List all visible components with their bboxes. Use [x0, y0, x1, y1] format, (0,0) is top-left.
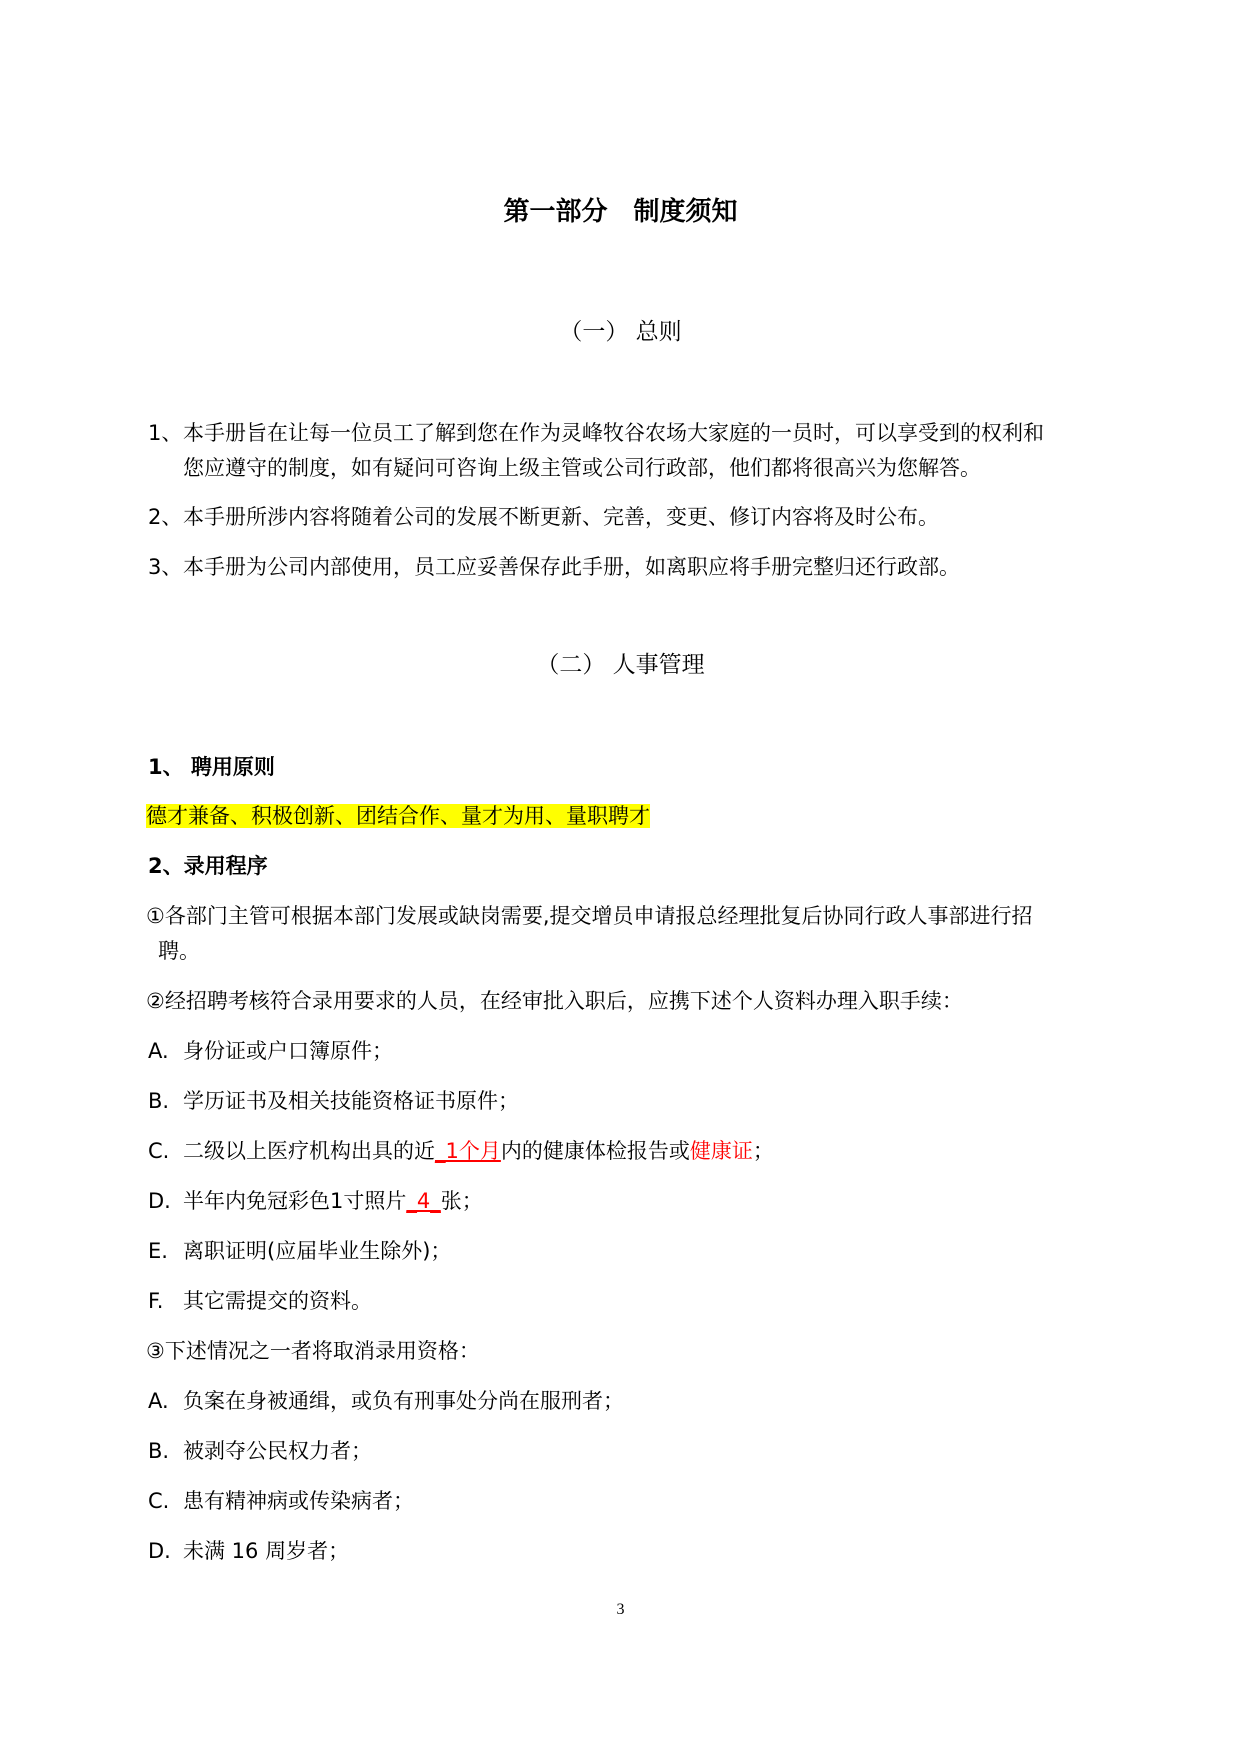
red-underlined-text: _4_	[406, 1189, 441, 1213]
hiring-procedure-heading: 2、录用程序	[148, 854, 268, 878]
procedure-paragraph-1-line2: 聘。	[158, 939, 200, 963]
red-underlined-text: _1个月	[435, 1139, 501, 1163]
item-text: 二级以上医疗机构出具的近_1个月内的健康体检报告或健康证；	[183, 1139, 774, 1163]
item-text: 未满 16 周岁者；	[183, 1539, 350, 1563]
item-letter: B.	[148, 1089, 170, 1113]
section-heading-general: （一） 总则	[559, 319, 682, 345]
page-number: 3	[616, 1601, 625, 1618]
procedure-paragraph-2: ②经招聘考核符合录用要求的人员，在经审批入职后，应携下述个人资料办理入职手续：	[146, 989, 963, 1013]
item-number: 2、	[148, 505, 183, 529]
item-letter: D.	[148, 1189, 171, 1213]
item-letter: D.	[148, 1539, 171, 1563]
item-letter: A.	[148, 1389, 169, 1413]
red-text: 健康证	[689, 1139, 753, 1163]
item-text: 本手册所涉内容将随着公司的发展不断更新、完善，变更、修订内容将及时公布。	[183, 505, 939, 529]
item-letter: C.	[148, 1139, 170, 1163]
item-letter: C.	[148, 1489, 170, 1513]
procedure-paragraph-1-line1: ①各部门主管可根据本部门发展或缺岗需要,提交增员申请报总经理批复后协同行政人事部进行招	[146, 904, 1033, 928]
hiring-principle-heading: 1、 聘用原则	[148, 755, 275, 779]
item-text: 患有精神病或传染病者；	[183, 1489, 414, 1513]
item-letter: F.	[148, 1289, 164, 1313]
item-text: 被剥夺公民权力者；	[183, 1439, 372, 1463]
item-letter: E.	[148, 1239, 168, 1263]
item-number: 3、	[148, 555, 183, 579]
item-text: 半年内免冠彩色1寸照片_4_张；	[183, 1189, 483, 1213]
procedure-paragraph-3: ③下述情况之一者将取消录用资格：	[146, 1339, 480, 1363]
hiring-principle-text	[146, 803, 650, 830]
item-letter: B.	[148, 1439, 170, 1463]
item-text: 学历证书及相关技能资格证书原件；	[183, 1089, 519, 1113]
item-text: 其它需提交的资料。	[183, 1289, 372, 1313]
item-text: 离职证明(应届毕业生除外)；	[183, 1239, 452, 1263]
item-letter: A.	[148, 1039, 169, 1063]
section-heading-hr: （二） 人事管理	[536, 652, 705, 678]
item-text: 负案在身被通缉，或负有刑事处分尚在服刑者；	[183, 1389, 624, 1413]
item-text-line2: 您应遵守的制度，如有疑问可咨询上级主管或公司行政部，他们都将很高兴为您解答。	[183, 456, 981, 480]
item-number: 1、	[148, 421, 183, 445]
highlighted-text: 德才兼备、积极创新、团结合作、量才为用、量职聘才	[146, 804, 650, 828]
page-title: 第一部分 制度须知	[503, 197, 738, 227]
item-text: 本手册为公司内部使用，员工应妥善保存此手册，如离职应将手册完整归还行政部。	[183, 555, 960, 579]
item-text: 身份证或户口簿原件；	[183, 1039, 393, 1063]
item-text-line1: 本手册旨在让每一位员工了解到您在作为灵峰牧谷农场大家庭的一员时，可以享受到的权利和	[183, 421, 1044, 445]
